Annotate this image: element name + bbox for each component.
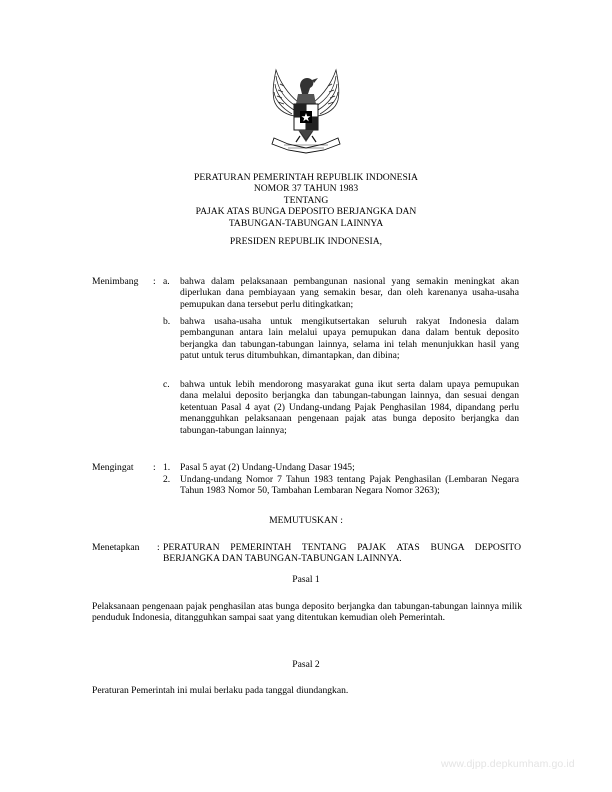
pasal-2-heading: Pasal 2	[292, 659, 320, 670]
garuda-emblem-icon	[258, 64, 354, 156]
presiden-heading: PRESIDEN REPUBLIK INDONESIA,	[229, 236, 383, 247]
title-line-1: PERATURAN PEMERINTAH REPUBLIK INDONESIA	[194, 172, 418, 183]
memutuskan-heading: MEMUTUSKAN :	[269, 515, 343, 526]
title-line-2: NOMOR 37 TAHUN 1983	[253, 183, 359, 195]
mengingat-item-1: Pasal 5 ayat (2) Undang-Undang Dasar 1945;	[180, 462, 355, 473]
watermark-link: www.djpp.depkumham.go.id	[441, 758, 575, 770]
mengingat-item-2: Undang-undang Nomor 7 Tahun 1983 tentang Pajak Penghasilan (Lembaran Negara Tahun 1983 Nomor 50, Tambahan Lembaran Negara Nomor 3263);	[180, 474, 519, 497]
menimbang-label: Menimbang	[92, 276, 139, 287]
pasal-1-heading: Pasal 1	[292, 574, 320, 585]
mengingat-label: Mengingat	[92, 462, 134, 473]
menimbang-marker-a: a.	[163, 276, 170, 287]
title-line-4: PAJAK ATAS BUNGA DEPOSITO BERJANGKA DAN	[195, 206, 417, 218]
mengingat-marker-1: 1.	[163, 462, 171, 473]
menimbang-item-c: bahwa untuk lebih mendorong masyarakat guna ikut serta dalam upaya pemupukan dana melalui deposito berjangka dan tabungan-tabungan lainnya, dan sesuai dengan ketentuan Pasal 4 ayat (2) Undang-undang Pajak Penghasilan 1984, dipandang perlu menangguhkan pelaksanaan pengenaan pajak atas bunga deposito berjangka dan tabungan-tabungan lainnya;	[180, 379, 519, 436]
menimbang-item-a: bahwa dalam pelaksanaan pembangunan nasional yang semakin meningkat akan diperlukan dana pembiayaan yang semakin besar, dan oleh karenanya usaha-usaha pemupukan dana tersebut perlu ditingkatkan;	[180, 276, 519, 310]
mengingat-colon: :	[153, 462, 156, 473]
menimbang-colon: :	[153, 276, 156, 287]
menetapkan-colon: :	[157, 542, 160, 553]
title-line-5: TABUNGAN-TABUNGAN LAINNYA	[228, 217, 384, 229]
menimbang-marker-c: c.	[163, 379, 170, 390]
menimbang-item-b: bahwa usaha-usaha untuk mengikutsertakan seluruh rakyat Indonesia dalam pembangunan antara lain melalui upaya pemupukan dana dalam bentuk deposito berjangka dan tabungan-tabungan lainnya, selama ini telah menunjukkan hasil yang patut untuk terus ditumbuhkan, dimantapkan, dan dibina;	[180, 316, 519, 362]
menetapkan-label: Menetapkan	[92, 542, 140, 553]
title-line-3: TENTANG	[283, 194, 329, 206]
pasal-2-text: Peraturan Pemerintah ini mulai berlaku pada tanggal diundangkan.	[92, 685, 349, 696]
menimbang-marker-b: b.	[163, 316, 171, 327]
menetapkan-text: PERATURAN PEMERINTAH TENTANG PAJAK ATAS BUNGA DEPOSITO BERJANGKA DAN TABUNGAN-TABUNGAN LAINNYA.	[163, 542, 521, 565]
pasal-1-text: Pelaksanaan pengenaan pajak penghasilan atas bunga deposito berjangka dan tabungan-tabungan lainnya milik penduduk Indonesia, ditangguhkan sampai saat yang ditentukan kemudian oleh Pemerintah.	[92, 601, 522, 624]
document-title-block	[0, 172, 612, 229]
mengingat-marker-2: 2.	[163, 474, 171, 485]
